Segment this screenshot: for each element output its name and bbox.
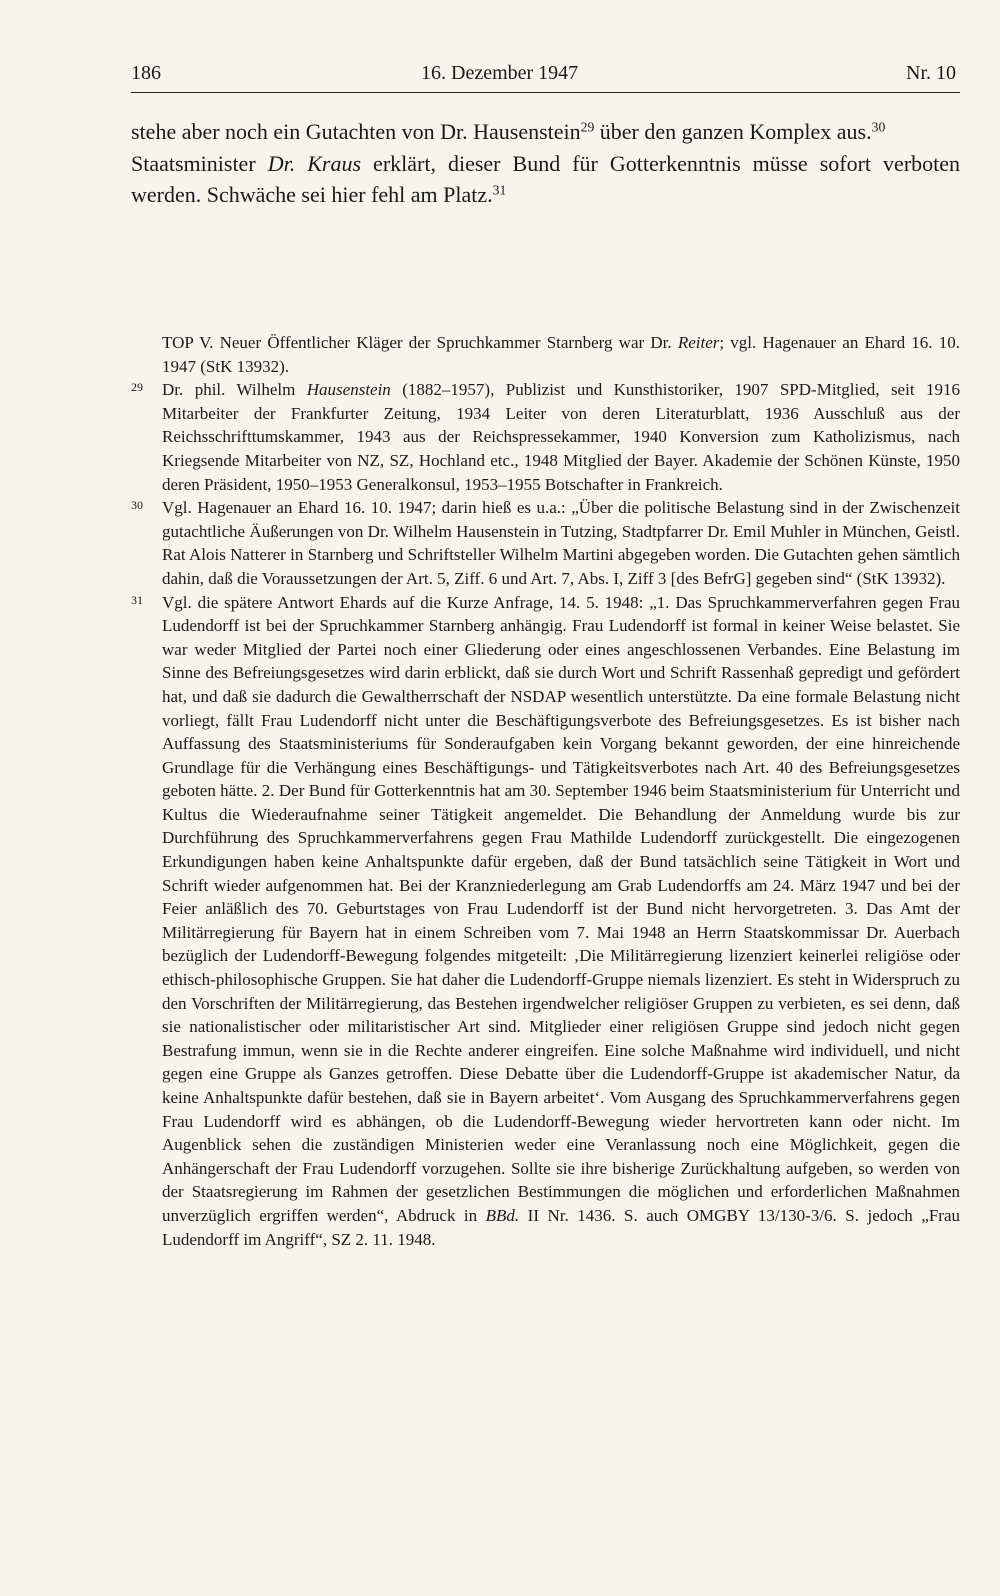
footnote-30 xyxy=(131,496,960,590)
text-run: Dr. phil. Wilhelm xyxy=(162,380,307,400)
source-abbrev: BBd. xyxy=(485,1205,520,1225)
text-run: stehe aber noch ein Gutachten von Dr. Hausenstein xyxy=(131,119,581,144)
text-run: ; vgl. Hagenauer an Ehard 16. 10. 1947 (StK 13932). xyxy=(162,333,960,376)
footnote-29 xyxy=(131,378,960,496)
person-name: Kraus xyxy=(307,150,362,176)
title-dr: Dr. xyxy=(267,150,296,176)
page-number: 186 xyxy=(131,62,161,84)
footnotes xyxy=(131,331,960,1251)
text-run: über den ganzen Komplex aus. xyxy=(594,119,872,144)
footnote-number: 31 xyxy=(131,592,143,607)
text-run: erklärt, dieser Bund für Gotterkenntnis müsse sofort verboten werden. Schwäche sei hier fehl am Platz. xyxy=(131,150,961,207)
text-run: Vgl. Hagenauer an Ehard 16. 10. 1947; darin hieß es u.a.: „Über die politische Belastung sind in der Zwischenzeit gutachtliche Äußerungen von Dr. Wilhelm Hausenstein in Tutzing, Stadtpfarrer Dr. Emil Muhler in München, Geistl. Rat Alois Natterer in Starnberg und Schriftsteller Wilhelm Martini abgegeben worden. Die Gutachten gehen sämtlich dahin, daß die Voraussetzungen der Art. 5, Ziff. 6 und Art. 7, Abs. I, Ziff 3 [des BefrG] gegeben sind“ (StK 13932). xyxy=(162,498,960,588)
text-run: Staatsminister xyxy=(131,150,268,176)
header-date: 16. Dezember 1947 xyxy=(421,62,579,84)
footnote-number: 29 xyxy=(131,380,143,395)
paragraph-2 xyxy=(131,148,960,211)
text-run: II Nr. 1436. S. auch OMGBY 13/130-3/6. S. jedoch „Frau Ludendorff im Angriff“, SZ 2. 11. 1948. xyxy=(162,1205,960,1249)
footnote-number: 30 xyxy=(131,498,143,513)
person-name: Hausenstein xyxy=(306,380,391,400)
paragraph-1 xyxy=(131,116,960,148)
text-run xyxy=(295,151,307,176)
main-text xyxy=(131,116,960,211)
footnote-ref-29: 29 xyxy=(580,119,595,135)
issue-number: Nr. 10 xyxy=(906,62,956,84)
person-name: Reiter xyxy=(677,333,720,352)
text-run: (1882–1957), Publizist und Kunsthistoriker, 1907 SPD-Mitglied, seit 1916 Mitarbeiter der Frankfurter Zeitung, 1934 Leiter von deren Literaturblatt, 1936 Ausschluß aus der Reichsschrifttumskammer, 1943 aus der Reichspressekammer, 1940 Konversion zum Katholizismus, nach Kriegsende Mitarbeiter von NZ, SZ, Hochland etc., 1948 Mitglied der Bayer. Akademie der Schönen Künste, 1950 deren Präsident, 1950–1953 Generalkonsul, 1953–1955 Botschafter in Frankreich. xyxy=(162,380,960,494)
text-run: TOP V. Neuer Öffentlicher Kläger der Spruchkammer Starnberg war Dr. xyxy=(162,333,678,352)
footnote-31 xyxy=(131,591,960,1252)
footnote-ref-30: 30 xyxy=(871,119,886,135)
page-header xyxy=(131,60,960,93)
text-run: Vgl. die spätere Antwort Ehards auf die Kurze Anfrage, 14. 5. 1948: „1. Das Spruchkammerverfahren gegen Frau Ludendorff ist bei der Spruchkammer Starnberg anhängig. Frau Ludendorff ist formal in keiner Weise belastet. Sie war weder Mitglied der Partei noch einer Gliederung oder eines angeschlossenen Verbandes. Eine Belastung im Sinne des Befreiungsgesetzes wird darin erblickt, daß sie durch Wort und Schrift Rassenhaß gepredigt und gefördert hat, und daß sie dadurch die Gewaltherrschaft der NSDAP wesentlich unterstützte. Da eine formale Belastung nicht vorliegt, fällt Frau Ludendorff nicht unter die Beschäftigungsverbote des Befreiungsgesetzes. Es ist bisher nach Auffassung des Staatsministeriums für Sonderaufgaben kein Vorgang bekannt geworden, der eine hinreichende Grundlage für die Verhängung eines Beschäftigungs- und Tätigkeitsverbotes nach Art. 40 des Befreiungsgesetzes geboten hätte. 2. Der Bund für Gotterkenntnis hat am 30. September 1946 beim Staatsministerium für Unterricht und Kultus die Wiederaufnahme seiner Tätigkeit angemeldet. Die Behandlung der Anmeldung wurde bis zur Durchführung des Spruchkammerverfahrens gegen Frau Mathilde Ludendorff zurückgestellt. Die eingezogenen Erkundigungen haben keine Anhaltspunkte dafür ergeben, daß der Bund tatsächlich seine Tätigkeit in Wort und Schrift wieder aufgenommen hat. Bei der Kranzniederlegung am Grab Ludendorffs am 24. März 1947 und bei der Feier anläßlich des 70. Geburtstages von Frau Ludendorff ist der Bund nicht hervorgetreten. 3. Das Amt der Militärregierung für Bayern hat in einem Schreiben vom 7. Mai 1948 an Herrn Staatskommissar Dr. Auerbach bezüglich der Ludendorff-Bewegung folgendes mitgeteilt: ‚Die Militärregierung lizenziert keinerlei religiöse oder ethisch-philosophische Gruppen. Sie hat daher die Ludendorff-Gruppe niemals lizenziert. Es steht in Widerspruch zu den Vorschriften der Militärregierung, das Bestehen irgendwelcher religiöser Gruppen zu verbieten, es sei denn, daß sie nationalistischer oder militaristischer Art sind. Mitglieder einer religiösen Gruppe sind jedoch nicht gegen Bestrafung immun, wenn sie in die Rechte anderer eingreifen. Eine solche Maßnahme wird individuell, und nicht gegen eine Gruppe als Ganzes getroffen. Diese Debatte über die Ludendorff-Gruppe ist akademischer Natur, da keine Anhaltspunkte dafür bestehen, daß sie in Bayern arbeitet‘. Vom Ausgang des Spruchkammerverfahrens gegen Frau Ludendorff wird es abhängen, ob die Ludendorff-Bewegung wieder hervortreten kann oder nicht. Im Augenblick sehen die zuständigen Ministerien weder eine Veranlassung noch eine Möglichkeit, gegen die Anhängerschaft der Frau Ludendorff vorzugehen. Sollte sie ihre bisherige Zurückhaltung aufgeben, so werden von der Staatsregierung im Rahmen der gesetzlichen Bestimmungen die möglichen und erforderlichen Maßnahmen unverzüglich ergriffen werden“, Abdruck in xyxy=(162,592,960,1225)
footnote-ref-31: 31 xyxy=(492,182,507,198)
footnote-top xyxy=(131,331,960,378)
